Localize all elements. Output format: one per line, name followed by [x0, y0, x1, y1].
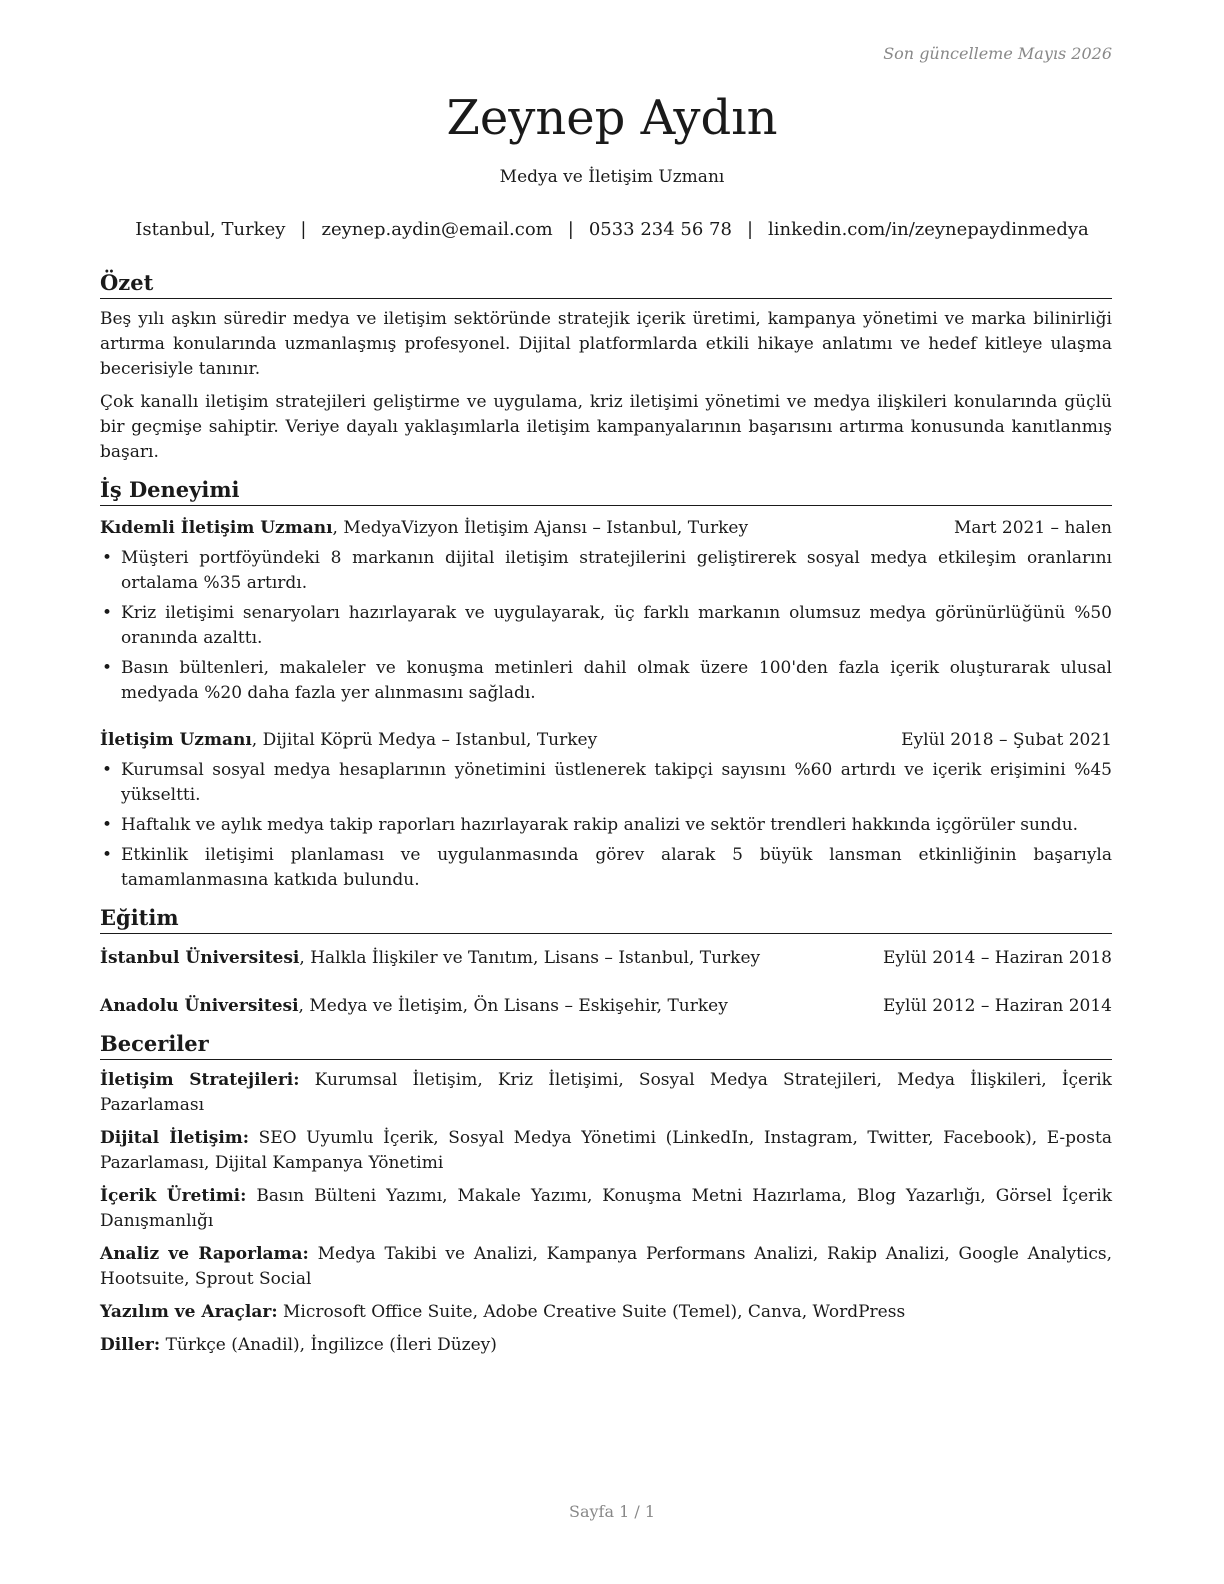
- last-updated-note: Son güncelleme Mayıs 2026: [883, 44, 1112, 63]
- skill-line: [100, 1068, 1112, 1118]
- skill-value: Kurumsal İletişim, Kriz İletişimi, Sosyal Medya Stratejileri, Medya İlişkileri, İçerik Pazarlaması: [100, 1070, 1112, 1115]
- skill-label: Yazılım ve Araçlar:: [100, 1302, 278, 1322]
- summary-paragraph: Çok kanallı iletişim stratejileri geliştirme ve uygulama, kriz iletişimi yönetimi ve medya ilişkileri konularında güçlü bir geçmişe sahiptir. Veriye dayalı yaklaşımlarla iletişim kampanyalarının başarısını artırma konusunda kanıtlanmış başarı.: [100, 392, 1112, 462]
- skill-label: Analiz ve Raporlama:: [100, 1244, 309, 1264]
- education-section: [100, 903, 1112, 1019]
- contact-location: Istanbul, Turkey: [135, 219, 286, 240]
- education-school: Anadolu Üniversitesi: [100, 996, 299, 1016]
- skill-value: Basın Bülteni Yazımı, Makale Yazımı, Konuşma Metni Hazırlama, Blog Yazarlığı, Görsel İçerik Danışmanlığı: [100, 1186, 1112, 1231]
- education-title-line: [100, 994, 728, 1019]
- skill-line: [100, 1184, 1112, 1234]
- contact-email[interactable]: zeynep.aydin@email.com: [321, 219, 553, 240]
- contact-separator: |: [567, 219, 574, 240]
- job-position: Kıdemli İletişim Uzmanı: [100, 518, 333, 538]
- job-bullet: • Basın bültenleri, makaleler ve konuşma metinleri dahil olmak üzere 100'den fazla içerik oluşturarak ulusal medyada %20 daha fazla yer alınmasını sağladı.: [100, 656, 1112, 706]
- education-title-line: [100, 946, 760, 971]
- job-dates: Eylül 2018 – Şubat 2021: [901, 730, 1112, 750]
- job-header: [100, 516, 1112, 541]
- contact-separator: |: [746, 219, 754, 240]
- skill-line: [100, 1126, 1112, 1176]
- education-dates: Eylül 2012 – Haziran 2014: [882, 996, 1112, 1016]
- contact-linkedin[interactable]: linkedin.com/in/zeynepaydinmedya: [768, 219, 1089, 240]
- job-title-line: [100, 728, 597, 753]
- skill-label: İletişim Stratejileri:: [100, 1070, 300, 1090]
- skill-value: Microsoft Office Suite, Adobe Creative Suite (Temel), Canva, WordPress: [277, 1302, 906, 1322]
- skill-line: [100, 1300, 1112, 1325]
- job-bullets: [100, 546, 1112, 706]
- job-entry: [100, 728, 1112, 893]
- skill-value: Türkçe (Anadil), İngilizce (İleri Düzey): [160, 1335, 497, 1355]
- education-dates: Eylül 2014 – Haziran 2018: [882, 948, 1112, 968]
- skill-label: Dijital İletişim:: [100, 1128, 250, 1148]
- contact-separator: |: [300, 219, 307, 240]
- job-position: İletişim Uzmanı: [100, 730, 252, 750]
- job-bullet: • Müşteri portföyündeki 8 markanın dijital iletişim stratejilerini geliştirerek sosyal medya etkileşim oranlarını ortalama %35 artırdı.: [100, 546, 1112, 596]
- candidate-name: Zeynep Aydın: [446, 90, 778, 146]
- experience-section: [100, 475, 1112, 893]
- section-heading-experience: İş Deneyimi: [100, 475, 1112, 506]
- job-title-line: [100, 516, 748, 541]
- job-bullet: • Kriz iletişimi senaryoları hazırlayarak ve uygulayarak, üç farklı markanın olumsuz medya görünürlüğünü %50 oranında azalttı.: [100, 601, 1112, 651]
- job-bullet: • Etkinlik iletişimi planlaması ve uygulanmasında görev alarak 5 büyük lansman etkinliğinin başarıyla tamamlanmasına katkıda bulundu.: [100, 843, 1112, 893]
- job-company: , MedyaVizyon İletişim Ajansı – Istanbul, Turkey: [332, 518, 749, 538]
- section-heading-skills: Beceriler: [100, 1029, 1112, 1060]
- section-heading-education: Eğitim: [100, 903, 1112, 934]
- job-bullets: [100, 758, 1112, 893]
- skill-value: SEO Uyumlu İçerik, Sosyal Medya Yönetimi (LinkedIn, Instagram, Twitter, Facebook), E-posta Pazarlaması, Dijital Kampanya Yönetimi: [100, 1128, 1112, 1173]
- job-bullet: • Haftalık ve aylık medya takip raporları hazırlayarak rakip analizi ve sektör trendleri hakkında içgörüler sundu.: [100, 813, 1112, 838]
- candidate-title: Medya ve İletişim Uzmanı: [499, 167, 725, 187]
- skill-label: Diller:: [100, 1335, 161, 1355]
- summary-paragraph: Beş yılı aşkın süredir medya ve iletişim sektöründe stratejik içerik üretimi, kampanya yönetimi ve marka bilinirliği artırma konularında uzmanlaşmış profesyonel. Dijital platformlarda etkili hikaye anlatımı ve hedef kitleye ulaşma becerisiyle tanınır.: [100, 309, 1112, 379]
- education-entry: [100, 994, 1112, 1019]
- contact-line: [0, 219, 1224, 240]
- job-entry: [100, 516, 1112, 706]
- skill-line: [100, 1242, 1112, 1292]
- skills-section: [100, 1029, 1112, 1358]
- skill-value: Medya Takibi ve Analizi, Kampanya Performans Analizi, Rakip Analizi, Google Analytics, Hootsuite, Sprout Social: [100, 1244, 1112, 1289]
- contact-phone[interactable]: 0533 234 56 78: [588, 219, 732, 240]
- skill-line: [100, 1333, 1112, 1358]
- page-number: Sayfa 1 / 1: [568, 1502, 655, 1521]
- skill-label: İçerik Üretimi:: [100, 1186, 247, 1206]
- education-degree: , Medya ve İletişim, Ön Lisans – Eskişehir, Turkey: [298, 996, 728, 1016]
- education-entry: [100, 946, 1112, 971]
- education-degree: , Halkla İlişkiler ve Tanıtım, Lisans – Istanbul, Turkey: [299, 948, 761, 968]
- job-bullet: • Kurumsal sosyal medya hesaplarının yönetimini üstlenerek takipçi sayısını %60 artırdı ve içerik erişimini %45 yükseltti.: [100, 758, 1112, 808]
- job-dates: Mart 2021 – halen: [953, 518, 1112, 538]
- job-header: [100, 728, 1112, 753]
- education-school: İstanbul Üniversitesi: [100, 948, 300, 968]
- summary-section: [100, 268, 1112, 465]
- resume-body: [100, 268, 1112, 1358]
- job-company: , Dijital Köprü Medya – Istanbul, Turkey: [251, 730, 598, 750]
- section-heading-summary: Özet: [100, 268, 1112, 299]
